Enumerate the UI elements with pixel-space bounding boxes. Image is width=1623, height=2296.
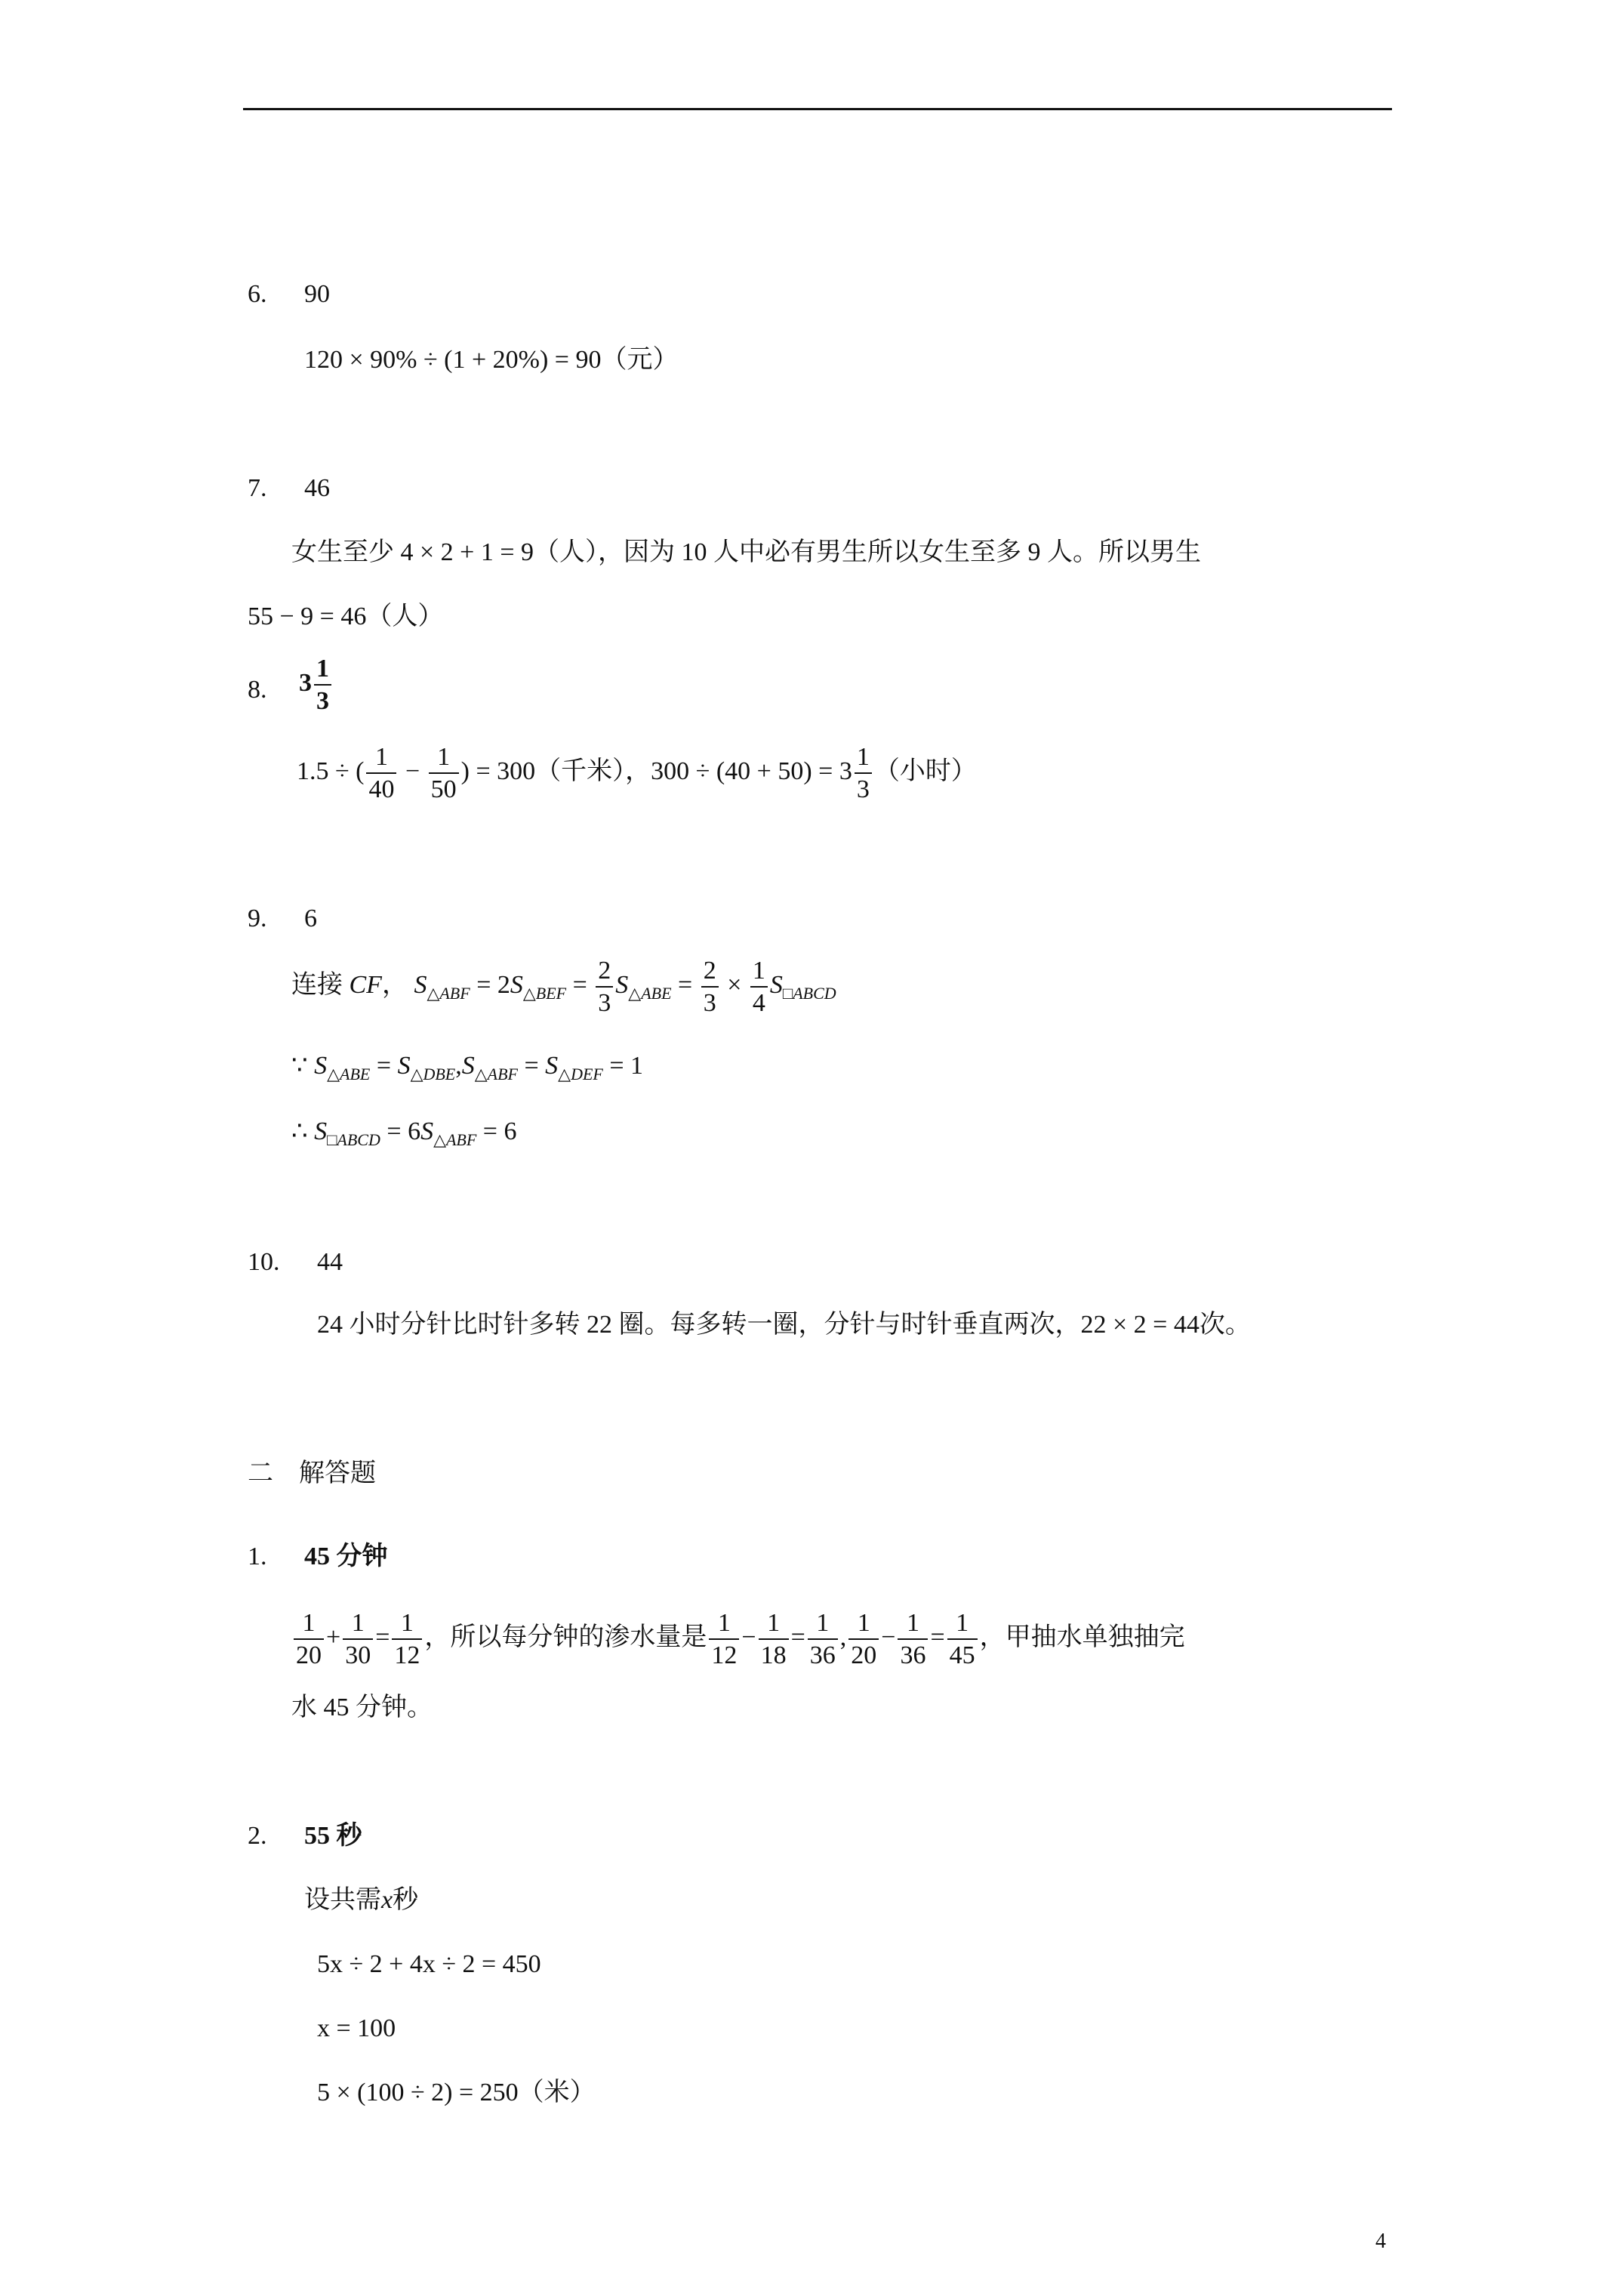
fraction-denominator: 18 xyxy=(760,1641,787,1669)
value: 6 xyxy=(504,1117,517,1145)
fraction-numerator: 1 xyxy=(898,1610,928,1640)
fraction-numerator: 2 xyxy=(596,957,613,988)
p1-text1: ，所以每分钟的渗水量是 xyxy=(424,1623,707,1651)
p1-fraction-g xyxy=(848,1610,879,1669)
p1-number: 1. xyxy=(248,1542,267,1570)
fraction-numerator: 1 xyxy=(947,1610,978,1640)
p1-fraction-c xyxy=(392,1610,422,1669)
area-subscript: △ABF xyxy=(427,983,470,1003)
q8-minus: − xyxy=(405,757,420,785)
p2-line4: 5 × (100 ÷ 2) = 250（米） xyxy=(317,2079,596,2106)
fraction-denominator: 20 xyxy=(296,1641,322,1669)
fraction-denominator: 36 xyxy=(900,1641,926,1669)
therefore-symbol: ∴ xyxy=(291,1117,315,1145)
area-symbol: S xyxy=(769,970,783,999)
q8-fraction-3 xyxy=(855,744,872,803)
coefficient: 2 xyxy=(497,970,510,999)
equals: = xyxy=(380,1117,408,1145)
p2-line3: x = 100 xyxy=(317,2014,396,2042)
area-symbol: S xyxy=(545,1052,559,1080)
q10-work: 24 小时分针比时针多转 22 圈。每多转一圈，分针与时针垂直两次，22 × 2 = 44次。 xyxy=(317,1311,1251,1339)
q9-connect-text: 连接 xyxy=(291,970,350,999)
p1-work-line2: 水 45 分钟。 xyxy=(291,1693,433,1721)
q9-number: 9. xyxy=(248,905,267,932)
fraction-denominator: 20 xyxy=(851,1641,877,1669)
fraction-denominator: 12 xyxy=(394,1641,420,1669)
equals: = xyxy=(476,1117,504,1145)
area-subscript: △ABF xyxy=(433,1130,477,1149)
p2-line1 xyxy=(304,1888,418,1913)
q8-work xyxy=(297,744,977,803)
q6-number: 6. xyxy=(248,280,267,308)
area-symbol: S xyxy=(510,970,523,999)
q9-fraction-two-thirds xyxy=(596,957,613,1016)
fraction-numerator: 1 xyxy=(392,1610,422,1640)
times: × xyxy=(720,970,748,999)
q9-line2 xyxy=(291,1053,643,1083)
fraction-numerator: 1 xyxy=(366,744,396,774)
area-subscript: △ABF xyxy=(474,1065,518,1083)
area-subscript: △DEF xyxy=(558,1065,603,1083)
q7-work-line2: 55 − 9 = 46（人） xyxy=(248,603,444,630)
plus: + xyxy=(326,1623,341,1651)
fraction-denominator: 36 xyxy=(809,1641,836,1669)
fraction-denominator: 4 xyxy=(752,988,765,1017)
area-symbol: S xyxy=(314,1052,328,1080)
area-subscript: △BEF xyxy=(522,983,567,1003)
p2-number: 2. xyxy=(248,1822,267,1850)
q9-answer: 6 xyxy=(304,905,317,932)
p1-text2: ，甲抽水单独抽完 xyxy=(979,1623,1185,1651)
area-symbol: S xyxy=(420,1117,434,1145)
q8-work-c: （小时） xyxy=(873,757,977,785)
fraction-numerator: 1 xyxy=(343,1610,373,1640)
q7-answer: 46 xyxy=(304,474,330,502)
area-subscript: △ABE xyxy=(628,983,672,1003)
variable-x: x xyxy=(381,1886,393,1914)
q8-fraction-2 xyxy=(429,744,459,803)
fraction-denominator: 50 xyxy=(430,775,457,803)
minus: − xyxy=(881,1623,896,1651)
p1-fraction-f xyxy=(808,1610,838,1669)
q8-answer xyxy=(299,655,334,714)
q8-work-a: 1.5 ÷ ( xyxy=(297,757,365,785)
coefficient: 6 xyxy=(408,1117,421,1145)
p2-answer: 55 秒 xyxy=(304,1822,362,1850)
p1-fraction-d xyxy=(709,1610,739,1669)
q8-work-b: ) = 300（千米），300 ÷ (40 + 50) = 3 xyxy=(460,757,852,785)
p1-answer: 45 分钟 xyxy=(304,1542,388,1570)
p1-fraction-h xyxy=(898,1610,928,1669)
fraction-numerator: 1 xyxy=(294,1610,324,1640)
separator: , xyxy=(839,1623,847,1651)
area-symbol: S xyxy=(461,1052,475,1080)
because-symbol: ∵ xyxy=(291,1052,315,1080)
q10-answer: 44 xyxy=(317,1248,343,1276)
q9-line3 xyxy=(291,1119,516,1148)
equals: = xyxy=(375,1623,390,1651)
q9-line1 xyxy=(291,957,836,1016)
p1-fraction-e xyxy=(759,1610,789,1669)
page-number: 4 xyxy=(1375,2230,1386,2253)
area-symbol: S xyxy=(314,1117,328,1145)
fraction-numerator: 1 xyxy=(759,1610,789,1640)
fraction-denominator: 30 xyxy=(345,1641,371,1669)
fraction-numerator: 1 xyxy=(429,744,459,774)
equals: = xyxy=(470,970,497,999)
equals: = xyxy=(671,970,699,999)
p1-fraction-a xyxy=(294,1610,324,1669)
q8-number: 8. xyxy=(248,676,267,704)
p1-fraction-b xyxy=(343,1610,373,1669)
q6-answer: 90 xyxy=(304,280,330,308)
p2-line1-b: 秒 xyxy=(393,1886,419,1914)
minus: − xyxy=(741,1623,756,1651)
q7-work-line1: 女生至少 4 × 2 + 1 = 9（人），因为 10 人中必有男生所以女生至多 9 人。所以男生 xyxy=(291,538,1202,566)
q10-number: 10. xyxy=(248,1248,280,1276)
q9-cf: CF xyxy=(349,970,382,999)
fraction-denominator: 3 xyxy=(703,988,716,1017)
equals: = xyxy=(790,1623,805,1651)
q9-fraction-two-thirds-b xyxy=(701,957,719,1016)
q9-comma: ， xyxy=(381,970,408,999)
q8-answer-fraction xyxy=(314,655,331,714)
equals: = xyxy=(370,1052,398,1080)
q7-number: 7. xyxy=(248,474,267,502)
q6-work: 120 × 90% ÷ (1 + 20%) = 90（元） xyxy=(304,346,679,374)
fraction-denominator: 45 xyxy=(949,1641,975,1669)
fraction-denominator: 40 xyxy=(368,775,395,803)
area-symbol: S xyxy=(414,970,427,999)
area-subscript: □ABCD xyxy=(782,983,836,1003)
fraction-numerator: 1 xyxy=(848,1610,879,1640)
p2-line2: 5x ÷ 2 + 4x ÷ 2 = 450 xyxy=(317,1950,541,1978)
fraction-denominator: 3 xyxy=(856,775,870,803)
fraction-denominator: 3 xyxy=(316,686,329,715)
fraction-numerator: 2 xyxy=(701,957,719,988)
area-subscript: △DBE xyxy=(410,1065,456,1083)
fraction-numerator: 1 xyxy=(750,957,768,988)
p2-line1-a: 设共需 xyxy=(304,1886,381,1914)
area-subscript: △ABE xyxy=(327,1065,371,1083)
equals: = xyxy=(566,970,594,999)
fraction-denominator: 3 xyxy=(598,988,611,1017)
area-symbol: S xyxy=(397,1052,411,1080)
section-title: 二 解答题 xyxy=(248,1459,376,1487)
fraction-numerator: 1 xyxy=(314,655,331,686)
equals: = xyxy=(930,1623,945,1651)
area-subscript: □ABCD xyxy=(327,1130,380,1149)
fraction-numerator: 1 xyxy=(808,1610,838,1640)
p1-work-line1 xyxy=(291,1610,1185,1669)
p1-fraction-i xyxy=(947,1610,978,1669)
equals: = xyxy=(517,1052,546,1080)
fraction-denominator: 12 xyxy=(711,1641,738,1669)
q8-answer-whole: 3 xyxy=(299,668,312,697)
q9-fraction-quarter xyxy=(750,957,768,1016)
fraction-numerator: 1 xyxy=(855,744,872,774)
header-rule xyxy=(243,108,1392,110)
comma: , xyxy=(455,1052,462,1080)
fraction-numerator: 1 xyxy=(709,1610,739,1640)
q8-fraction-1 xyxy=(366,744,396,803)
value: 1 xyxy=(630,1052,644,1080)
area-symbol: S xyxy=(615,970,629,999)
equals: = xyxy=(602,1052,631,1080)
